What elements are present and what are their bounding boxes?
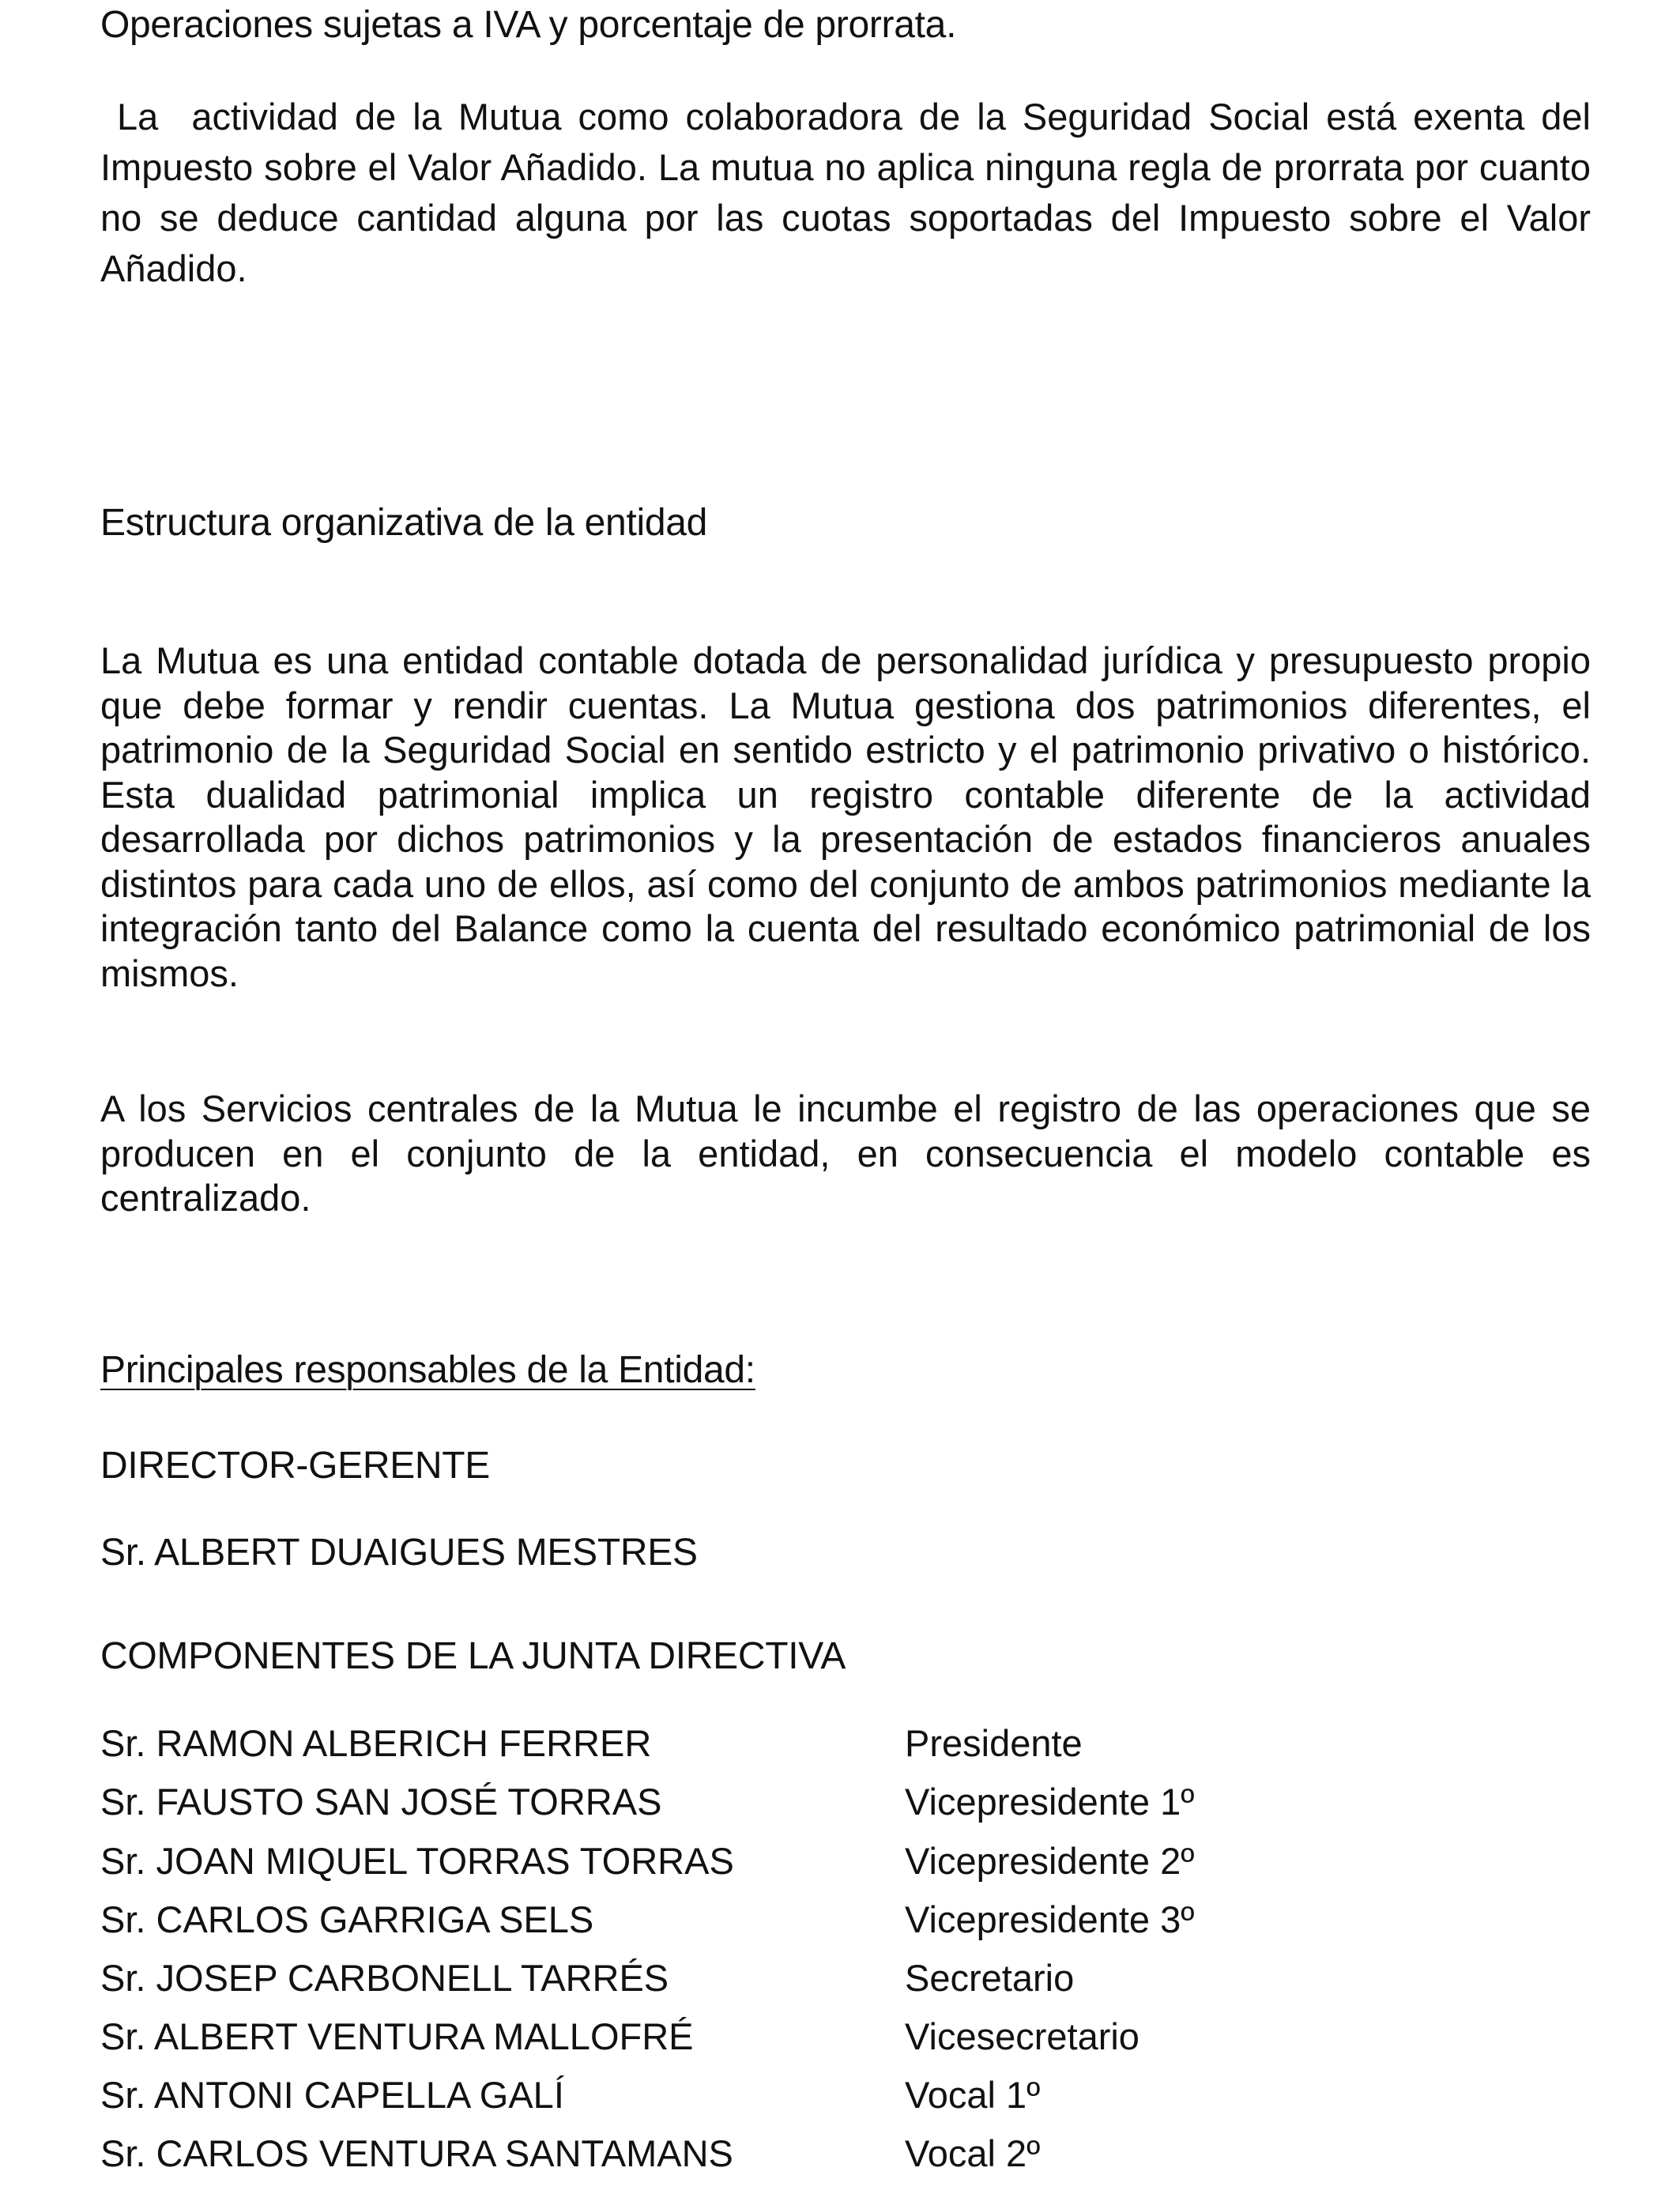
member-name: Sr. FAUSTO SAN JOSÉ TORRAS: [100, 1781, 662, 1823]
director-title: DIRECTOR-GERENTE: [100, 1445, 491, 1487]
member-role: Vicepresidente 1º: [905, 1781, 1195, 1823]
responsables-heading: Principales responsables de la Entidad:: [100, 1349, 755, 1391]
member-role: Vicepresidente 3º: [905, 1898, 1195, 1940]
junta-member-row: [100, 1720, 1602, 1767]
member-name: Sr. CARLOS GARRIGA SELS: [100, 1898, 594, 1940]
iva-section-heading: Operaciones sujetas a IVA y porcentaje de prorrata.: [100, 4, 957, 46]
member-name: Sr. ANTONI CAPELLA GALÍ: [100, 2074, 564, 2116]
member-name: Sr. ALBERT VENTURA MALLOFRÉ: [100, 2015, 694, 2057]
junta-title: COMPONENTES DE LA JUNTA DIRECTIVA: [100, 1635, 846, 1677]
estructura-section-heading: Estructura organizativa de la entidad: [100, 502, 708, 544]
member-role: Vicepresidente 2º: [905, 1840, 1195, 1882]
junta-member-row: [100, 2071, 1602, 2119]
member-role: Presidente: [905, 1722, 1083, 1764]
member-role: Secretario: [905, 1957, 1075, 1999]
member-role: Vicesecretario: [905, 2015, 1139, 2057]
estructura-paragraph-2: A los Servicios centrales de la Mutua le incumbe el registro de las operaciones que se producen en el conjunto de la entidad, en consecuencia el modelo contable es centralizado.: [100, 1088, 1591, 1219]
junta-member-row: [100, 1896, 1602, 1943]
member-role: Vocal 2º: [905, 2132, 1041, 2174]
junta-member-row: [100, 1778, 1602, 1826]
member-name: Sr. CARLOS VENTURA SANTAMANS: [100, 2132, 733, 2174]
member-name: Sr. JOAN MIQUEL TORRAS TORRAS: [100, 1840, 734, 1882]
junta-member-row: [100, 1838, 1602, 1885]
member-name: Sr. RAMON ALBERICH FERRER: [100, 1722, 652, 1764]
iva-section-paragraph: La actividad de la Mutua como colaboradora de la Seguridad Social está exenta del Impuesto sobre el Valor Añadido. La mutua no aplica ninguna regla de prorrata por cuanto no se deduce cantidad alguna por las cuotas soportadas del Impuesto sobre el Valor Añadido.: [100, 96, 1602, 289]
director-name: Sr. ALBERT DUAIGUES MESTRES: [100, 1532, 698, 1574]
junta-member-row: [100, 2130, 1602, 2177]
member-role: Vocal 1º: [905, 2074, 1041, 2116]
estructura-paragraph-1: La Mutua es una entidad contable dotada de personalidad jurídica y presupuesto propio que debe formar y rendir cuentas. La Mutua gestiona dos patrimonios diferentes, el patrimonio de la Seguridad Social en sentido estricto y el patrimonio privativo o histórico. Esta dualidad patrimonial implica un registro contable diferente de la actividad desarrollada por dichos patrimonios y la presentación de estados financieros anuales distintos para cada uno de ellos, así como del conjunto de ambos patrimonios mediante la integración tanto del Balance como la cuenta del resultado económico patrimonial de los mismos.: [100, 639, 1591, 994]
junta-member-row: [100, 1955, 1602, 2002]
junta-member-row: [100, 2013, 1602, 2060]
member-name: Sr. JOSEP CARBONELL TARRÉS: [100, 1957, 669, 1999]
